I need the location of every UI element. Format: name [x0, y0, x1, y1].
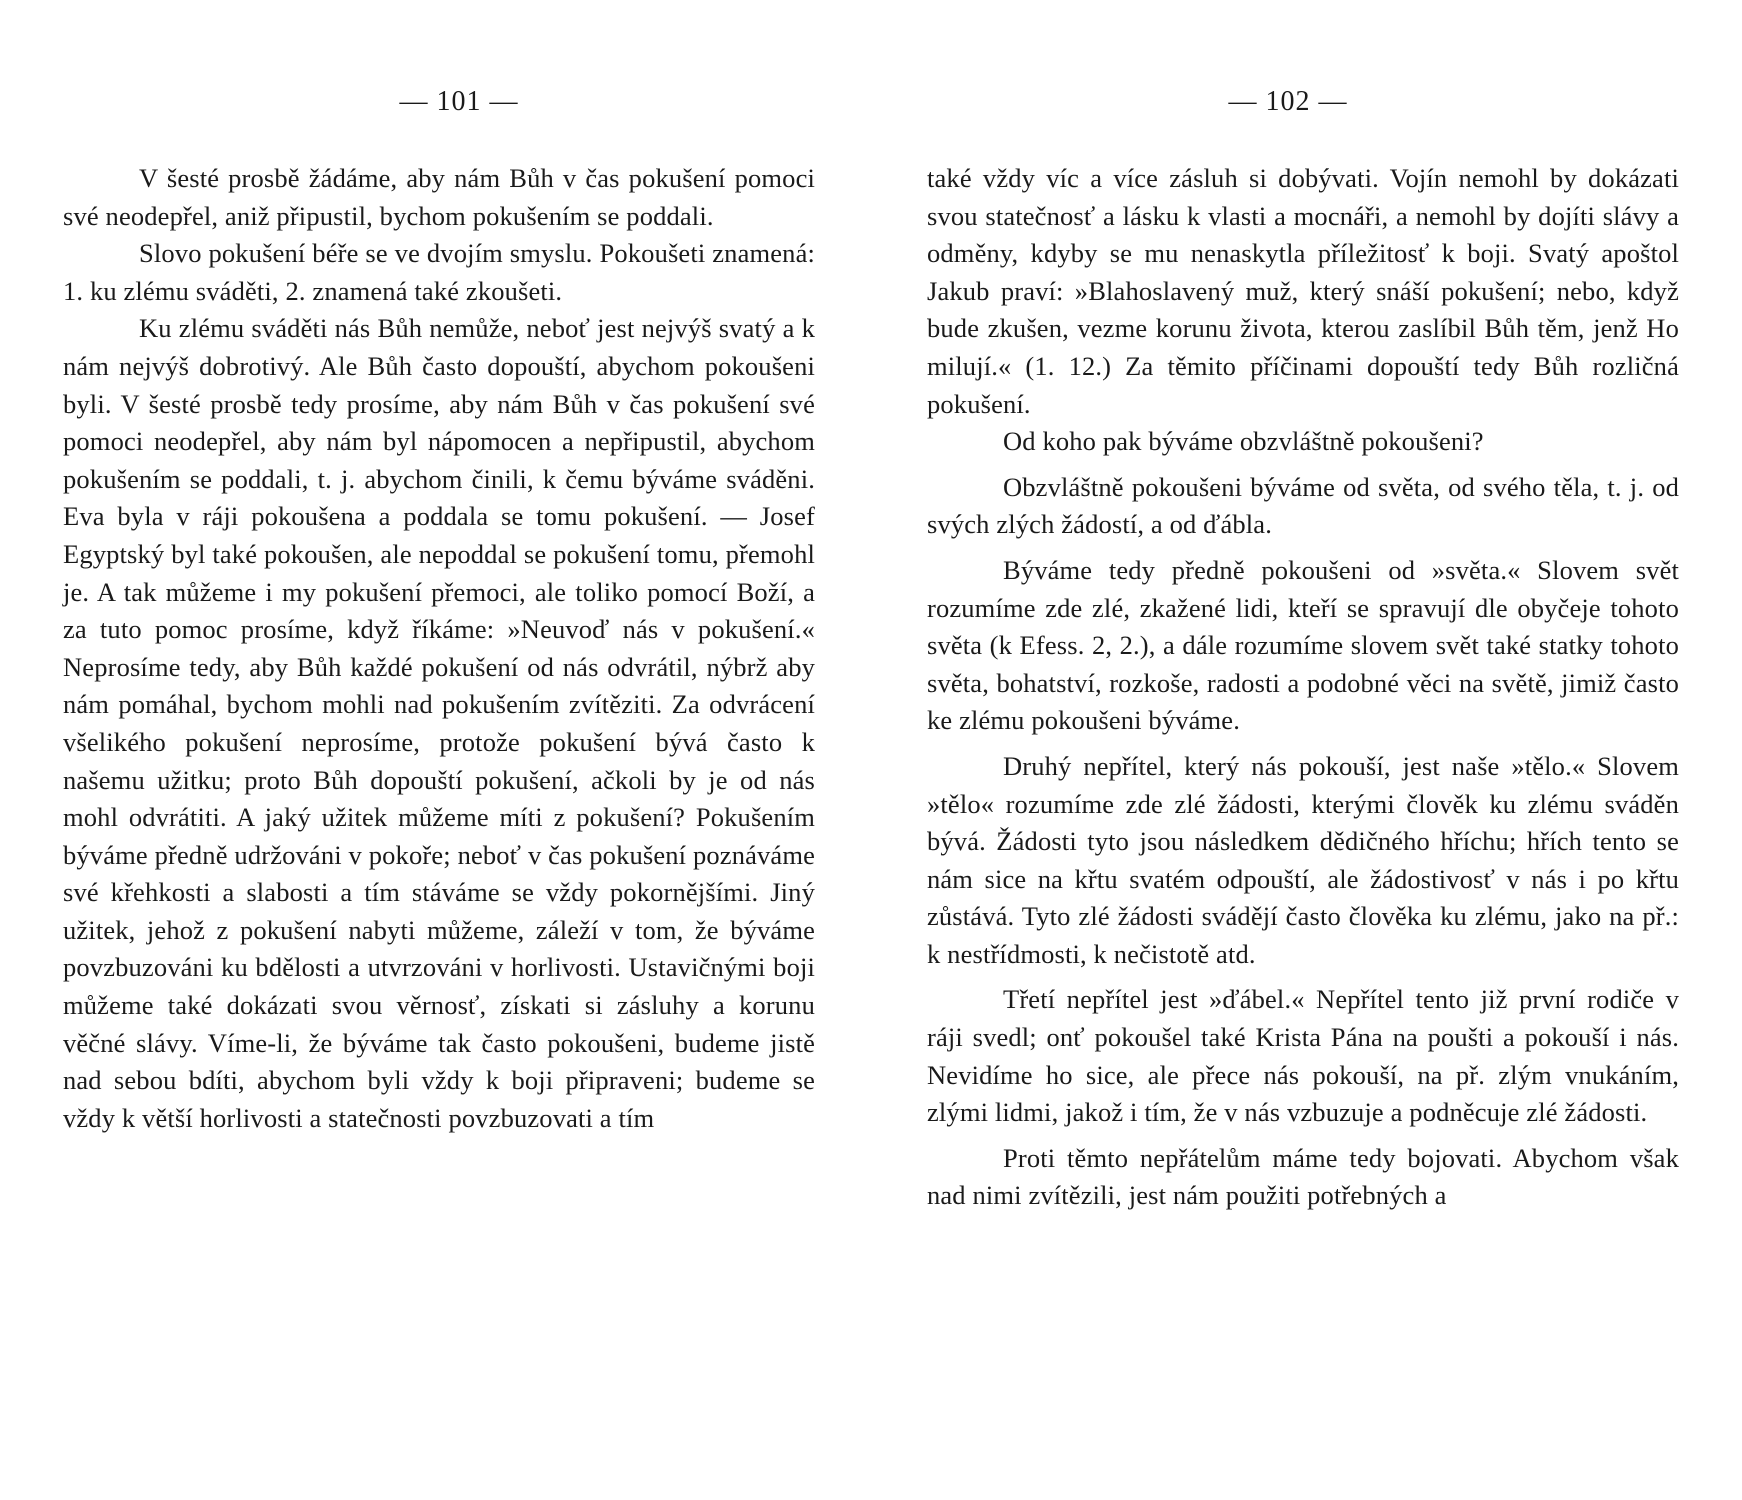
right-page-text — [927, 160, 1679, 1215]
paragraph: také vždy víc a více zásluh si dobývati. Vojín nemohl by dokázati svou statečnosť a lásku k vlasti a mocnáři, a nemohl by dojíti slávy a odměny, kdyby se mu nenaskytla příležitosť k boji. Svatý apoštol Jakub praví: »Blahoslavený muž, který snáší pokušení; nebo, když bude zkušen, vezme korunu života, kterou zaslíbil Bůh těm, jenž Ho milují.« (1. 12.) Za těmito příčinami dopouští tedy Bůh rozličná pokušení. — [927, 163, 1679, 419]
paragraph: Třetí nepřítel jest »ďábel.« Nepřítel tento již první rodiče v ráji svedl; onť pokoušel také Krista Pána na poušti a pokouší i nás. Nevidíme ho sice, ale přece nás pokouší, na př. zlým vnukáním, zlými lidmi, jakož i tím, že v nás vzbuzuje a podněcuje zlé žádosti. — [927, 984, 1679, 1128]
left-page — [63, 0, 815, 1500]
paragraph: Od koho pak býváme obzvláštně pokoušeni? — [1003, 426, 1484, 457]
right-page — [927, 0, 1679, 1500]
paragraph: Slovo pokušení béře se ve dvojím smyslu. Pokoušeti znamená: 1. ku zlému sváděti, 2. znamená také zkoušeti. — [63, 238, 815, 306]
paragraph: Býváme tedy předně pokoušeni od »světa.« Slovem svět rozumíme zde zlé, zkažené lidi, kteří se spravují dle obyčeje tohoto světa (k Efess. 2, 2.), a dále rozumíme slovem svět také statky tohoto světa, bohatství, rozkoše, radosti a podobné věci na světě, jimiž často ke zlému pokoušeni býváme. — [927, 554, 1679, 736]
paragraph: Druhý nepřítel, který nás pokouší, jest naše »tělo.« Slovem »tělo« rozumíme zde zlé žádosti, kterými člověk ku zlému sváděn bývá. Žádosti tyto jsou následkem dědičného hříchu; hřích tento se nám sice na křtu svatém odpouští, ale žádostivosť v nás i po křtu zůstává. Tyto zlé žádosti svádějí často člověka ku zlému, jako na př.: k nestřídmosti, k nečistotě atd. — [927, 750, 1679, 969]
paragraph: Ku zlému sváděti nás Bůh nemůže, neboť jest nejvýš svatý a k nám nejvýš dobrotivý. Ale Bůh často dopouští, abychom pokoušeni byli. V šesté prosbě tedy prosíme, aby nám Bůh v čas pokušení své pomoci neodepřel, aby nám byl nápomocen a nepřipustil, abychom pokušením se poddali, t. j. abychom činili, k čemu býváme sváděni. Eva byla v ráji pokoušena a poddala se tomu pokušení. — Josef Egyptský byl také pokoušen, ale nepoddal se pokušení tomu, přemohl je. A tak můžeme i my pokušení přemoci, ale toliko pomocí Boží, a za tuto pomoc prosíme, když říkáme: »Neuvoď nás v pokušení.« Neprosíme tedy, aby Bůh každé pokušení od nás odvrátil, nýbrž aby nám pomáhal, bychom mohli nad pokušením zvítěziti. Za odvrácení všelikého pokušení neprosíme, protože pokušení bývá často k našemu užitku; proto Bůh dopouští pokušení, ačkoli by je od nás mohl odvrátiti. A jaký užitek můžeme míti z pokušení? Pokušením býváme předně udržováni v pokoře; neboť v čas pokušení poznáváme své křehkosti a slabosti a tím stáváme se vždy pokornějšími. Jiný užitek, jehož z pokušení nabyti můžeme, záleží v tom, že býváme povzbuzováni ku bdělosti a utvrzováni v horlivosti. Ustavičnými boji můžeme také dokázati svou věrnosť, získati si zásluhy a korunu věčné slávy. Víme-li, že býváme tak často pokoušeni, budeme jistě nad sebou bdíti, abychom byli vždy k boji připraveni; budeme se vždy k větší horlivosti a statečnosti povzbuzovati a tím — [63, 313, 815, 1133]
page-number-right: — 102 — — [1228, 86, 1348, 117]
paragraph: Obzvláštně pokoušeni býváme od světa, od svého těla, t. j. od svých zlých žádostí, a od ďábla. — [927, 471, 1679, 540]
paragraph: Proti těmto nepřátelům máme tedy bojovati. Abychom však nad nimi zvítězili, jest nám použiti potřebných a — [927, 1142, 1679, 1211]
left-page-text — [63, 160, 815, 1137]
page-number-left: — 101 — — [399, 86, 519, 117]
paragraph: V šesté prosbě žádáme, aby nám Bůh v čas pokušení pomoci své neodepřel, aniž připustil, bychom pokušením se poddali. — [63, 163, 815, 231]
